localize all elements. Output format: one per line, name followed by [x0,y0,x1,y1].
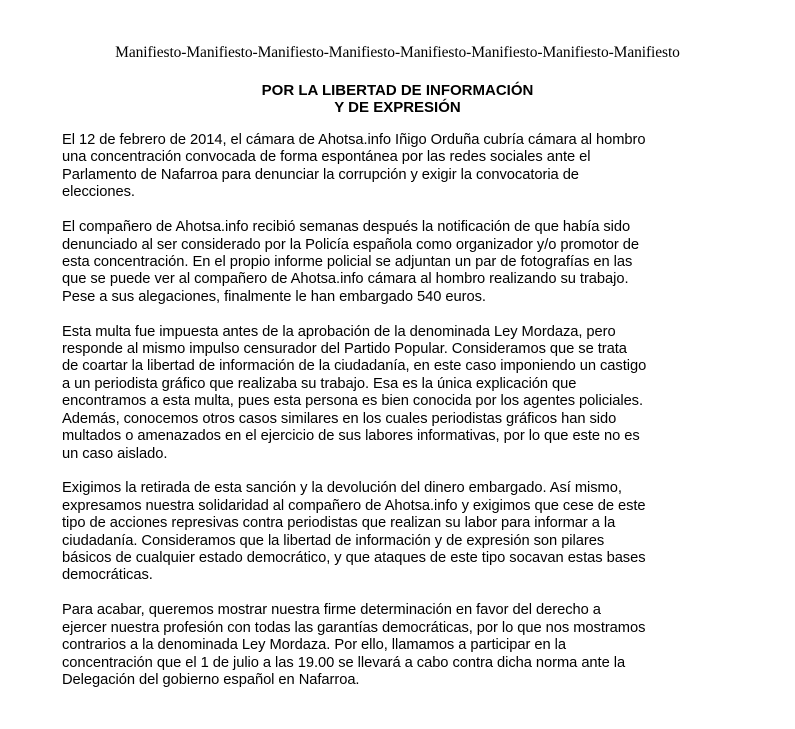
paragraph-line: denunciado al ser considerado por la Policía española como organizador y/o promotor de [62,236,640,253]
paragraph-line: que se puede ver al compañero de Ahotsa.info cámara al hombro realizando su trabajo. [62,271,629,288]
paragraph-2 [62,219,752,306]
document-body [62,132,752,707]
paragraph-line: encontramos a esta multa, pues esta persona es bien conocida por los agentes policiales. [62,393,644,410]
paragraph-line: tipo de acciones represivas contra periodistas que realizan su labor para informar a la [62,515,616,532]
paragraph-line: Para acabar, queremos mostrar nuestra firme determinación en favor del derecho a [62,602,601,619]
paragraph-line: El 12 de febrero de 2014, el cámara de Ahotsa.info Iñigo Orduña cubría cámara al hombro [62,132,646,148]
paragraph-line: concentración que el 1 de julio a las 19.00 se llevará a cabo contra dicha norma ante la [62,654,626,671]
paragraph-line: Además, conocemos otros casos similares en los cuales periodistas gráficos han sido [62,410,617,427]
paragraph-3 [62,324,752,463]
paragraph-line: democráticas. [62,567,153,584]
paragraph-line: Exigimos la retirada de esta sanción y la devolución del dinero embargado. Así mismo, [62,480,622,497]
paragraph-line: un caso aislado. [62,445,168,462]
paragraph-line: responde al mismo impulso censurador del Partido Popular. Consideramos que se trata [62,341,627,358]
paragraph-line: ciudadanía. Consideramos que la libertad de información y de expresión son pilares [62,532,605,549]
title-line: POR LA LIBERTAD DE INFORMACIÓN [261,82,534,99]
paragraph-line: El compañero de Ahotsa.info recibió semanas después la notificación de que había sido [62,219,631,236]
paragraph-line: una concentración convocada de forma espontánea por las redes sociales ante el [62,149,591,166]
paragraph-line: ejercer nuestra profesión con todas las garantías democráticas, por lo que nos mostramos [62,619,646,636]
paragraph-line: contrarios a la denominada Ley Mordaza. Por ello, llamamos a participar en la [62,637,566,654]
paragraph-line: a un periodista gráfico que realizaba su trabajo. Esa es la única explicación que [62,375,577,392]
paragraph-line: expresamos nuestra solidaridad al compañero de Ahotsa.info y exigimos que cese de este [62,497,646,514]
paragraph-line: Esta multa fue impuesta antes de la aprobación de la denominada Ley Mordaza, pero [62,323,616,340]
paragraph-line: básicos de cualquier estado democrático, y que ataques de este tipo socavan estas bases [62,550,646,567]
paragraph-5 [62,602,752,689]
paragraph-line: Parlamento de Nafarroa para denunciar la corrupción y exigir la convocatoria de [62,166,579,183]
document-title [0,82,795,116]
paragraph-line: Pese a sus alegaciones, finalmente le han embargado 540 euros. [62,288,486,305]
title-line: Y DE EXPRESIÓN [334,99,461,116]
paragraph-line: Delegación del gobierno español en Nafarroa. [62,671,360,688]
document-header: Manifiesto-Manifiesto-Manifiesto-Manifiesto-Manifiesto-Manifiesto-Manifiesto-Manifiesto [115,44,680,61]
paragraph-line: esta concentración. En el propio informe policial se adjuntan un par de fotografías en las [62,253,633,270]
paragraph-4 [62,480,752,584]
paragraph-line: multados o amenazados en el ejercicio de sus labores informativas, por lo que este no es [62,428,640,445]
paragraph-1 [62,132,752,202]
paragraph-line: elecciones. [62,184,135,201]
paragraph-line: de coartar la libertad de información de la ciudadanía, en este caso imponiendo un castigo [62,358,647,375]
